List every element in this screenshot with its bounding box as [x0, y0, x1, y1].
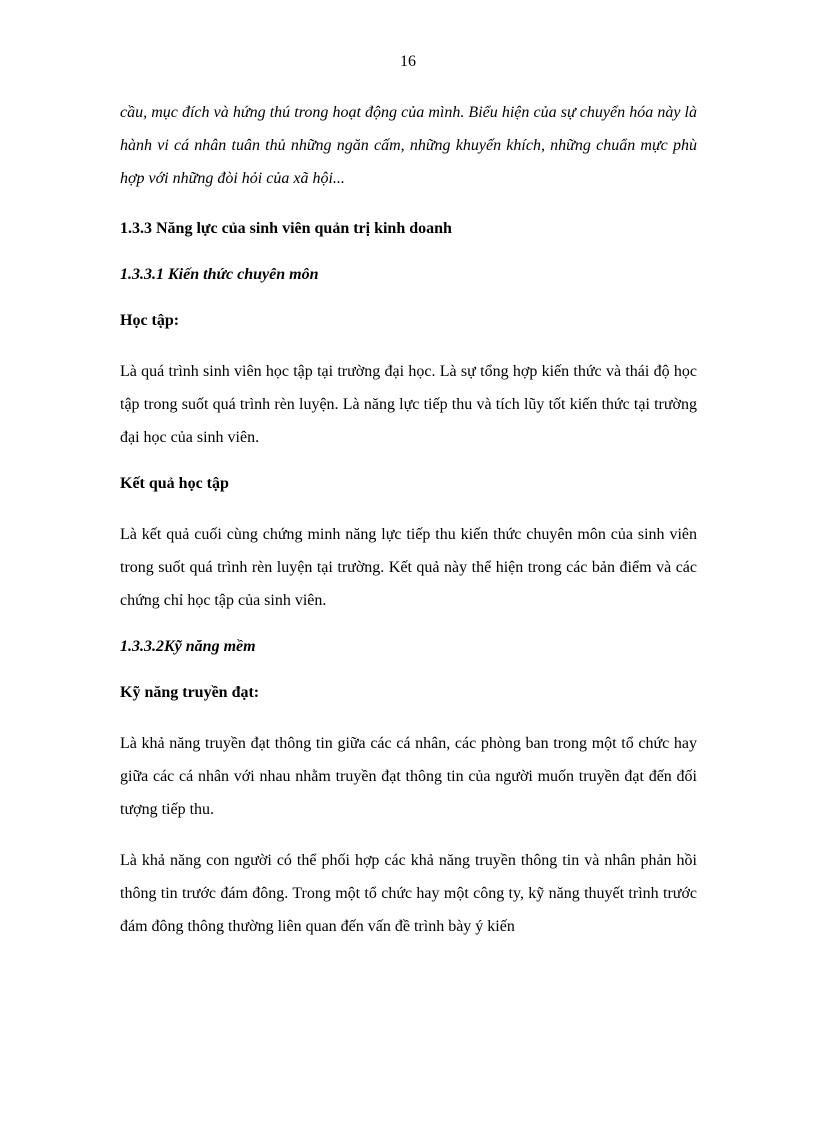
- heading-study: Học tập:: [120, 312, 180, 329]
- paragraph-results: Là kết quả cuối cùng chứng minh năng lực tiếp thu kiến thức chuyên môn của sinh viên trong suốt quá trình rèn luyện tại trường. Kết quả này thể hiện trong các bản điểm và các chứng chỉ học tập của sinh viên.: [120, 526, 697, 609]
- subsection-heading-1-3-3-2: 1.3.3.2Kỹ năng mềm: [120, 638, 256, 655]
- page-body: [120, 96, 697, 943]
- paragraph-study: Là quá trình sinh viên học tập tại trường đại học. Là sự tổng hợp kiến thức và thái độ học tập trong suốt quá trình rèn luyện. Là năng lực tiếp thu và tích lũy tốt kiến thức tại trường đại học của sinh viên.: [120, 363, 697, 446]
- paragraph-communication-2: Là khả năng con người có thể phối hợp các khả năng truyền thông tin và nhân phản hồi thông tin trước đám đông. Trong một tổ chức hay một công ty, kỹ năng thuyết trình trước đám đông thông thường liên quan đến vấn đề trình bày ý kiến: [120, 852, 697, 935]
- page-number: 16: [400, 53, 416, 70]
- subsection-heading-1-3-3-1: 1.3.3.1 Kiến thức chuyên môn: [120, 266, 319, 283]
- paragraph-communication-1: Là khả năng truyền đạt thông tin giữa các cá nhân, các phòng ban trong một tổ chức hay giữa các cá nhân với nhau nhằm truyền đạt thông tin của người muốn truyền đạt đến đối tượng tiếp thu.: [120, 735, 697, 818]
- section-heading-1-3-3: 1.3.3 Năng lực của sinh viên quản trị kinh doanh: [120, 220, 452, 237]
- heading-communication: Kỹ năng truyền đạt:: [120, 684, 260, 701]
- intro-paragraph: cầu, mục đích và hứng thú trong hoạt động của mình. Biểu hiện của sự chuyển hóa này là hành vi cá nhân tuân thủ những ngăn cấm, những khuyến khích, những chuẩn mực phù hợp với những đòi hỏi của xã hội...: [120, 104, 697, 187]
- heading-results: Kết quả học tập: [120, 475, 229, 492]
